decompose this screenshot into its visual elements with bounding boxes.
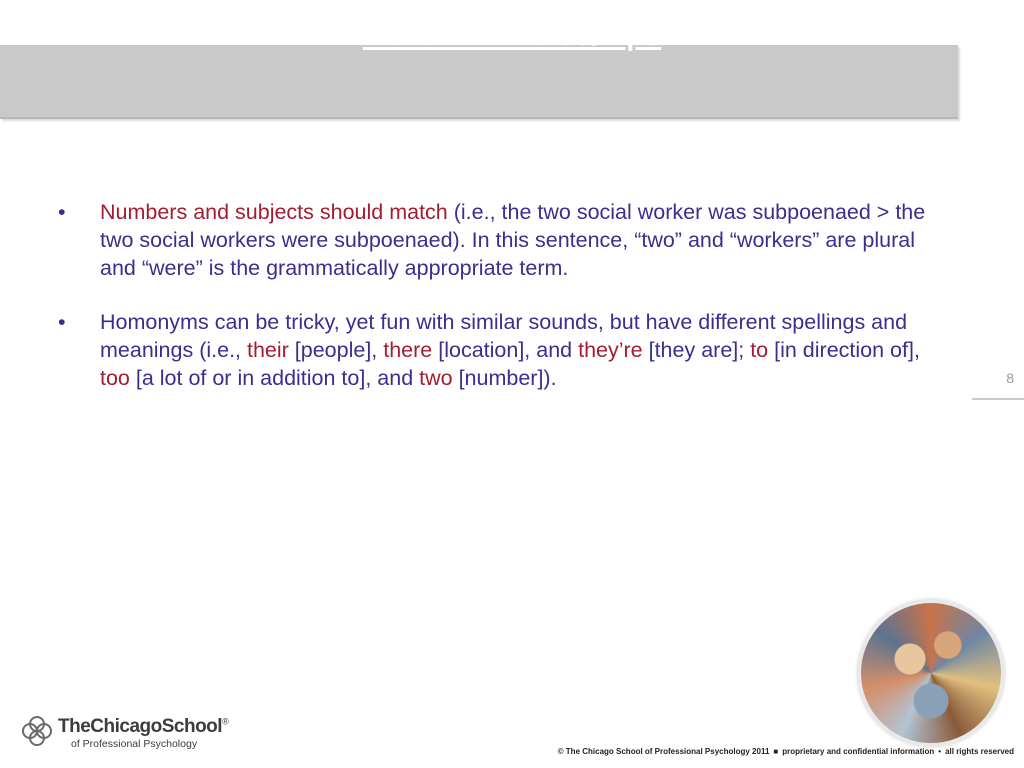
bullet-text-segment: (i.e., the two social worker was subpoenaed > the two social workers were subpoenaed). In this sentence, “two” and “workers” are plural and “were” is the grammatically appropriate term. xyxy=(100,200,926,280)
bullet-text-segment: [number]). xyxy=(452,366,557,390)
bullet-dot-icon: • xyxy=(58,310,66,334)
logo-name: TheChicagoSchool® xyxy=(58,716,229,737)
bullet-text-segment: [in direction of], xyxy=(768,338,920,362)
page-number: 8 xyxy=(1006,370,1014,386)
square-separator-icon: ■ xyxy=(773,747,779,756)
bullet-text-segment: there xyxy=(383,338,433,362)
bullet-dot-icon: • xyxy=(58,200,66,224)
slide-content xyxy=(58,198,938,418)
bullet-text-segment: [they are]; xyxy=(642,338,751,362)
bullet-text-segment: Homonyms can be tricky, yet fun with similar sounds, but have different spellings and meanings (i.e., xyxy=(100,310,908,362)
bullet-text-segment: they’re xyxy=(578,338,643,362)
bullet-text-segment: to xyxy=(750,338,769,362)
knot-logo-icon xyxy=(20,714,54,748)
bullet-text-segment: Numbers and subjects should match xyxy=(100,200,448,224)
page-number-box xyxy=(972,366,1024,400)
bullet-text-segment: [a lot of or in addition to], and xyxy=(129,366,420,390)
bullet-text-segment: too xyxy=(100,366,130,390)
dot-separator-icon: • xyxy=(938,747,942,756)
bullet-text-segment: [people], xyxy=(288,338,384,362)
bullet-text-segment: two xyxy=(419,366,453,390)
bullet-item xyxy=(58,198,938,282)
slide-title: More APA Rules/Tips xyxy=(362,19,662,52)
bullet-text-segment: [location], and xyxy=(432,338,579,362)
bullet-item xyxy=(58,308,938,392)
bullet-text-segment: their xyxy=(246,338,289,362)
logo-subtitle: of Professional Psychology xyxy=(71,738,198,750)
photo-collage-image xyxy=(858,600,1004,746)
footer-copyright: © The Chicago School of Professional Psychology 2011 ■ proprietary and confidential information • all rights reserved xyxy=(557,747,1014,756)
school-logo xyxy=(20,714,240,754)
